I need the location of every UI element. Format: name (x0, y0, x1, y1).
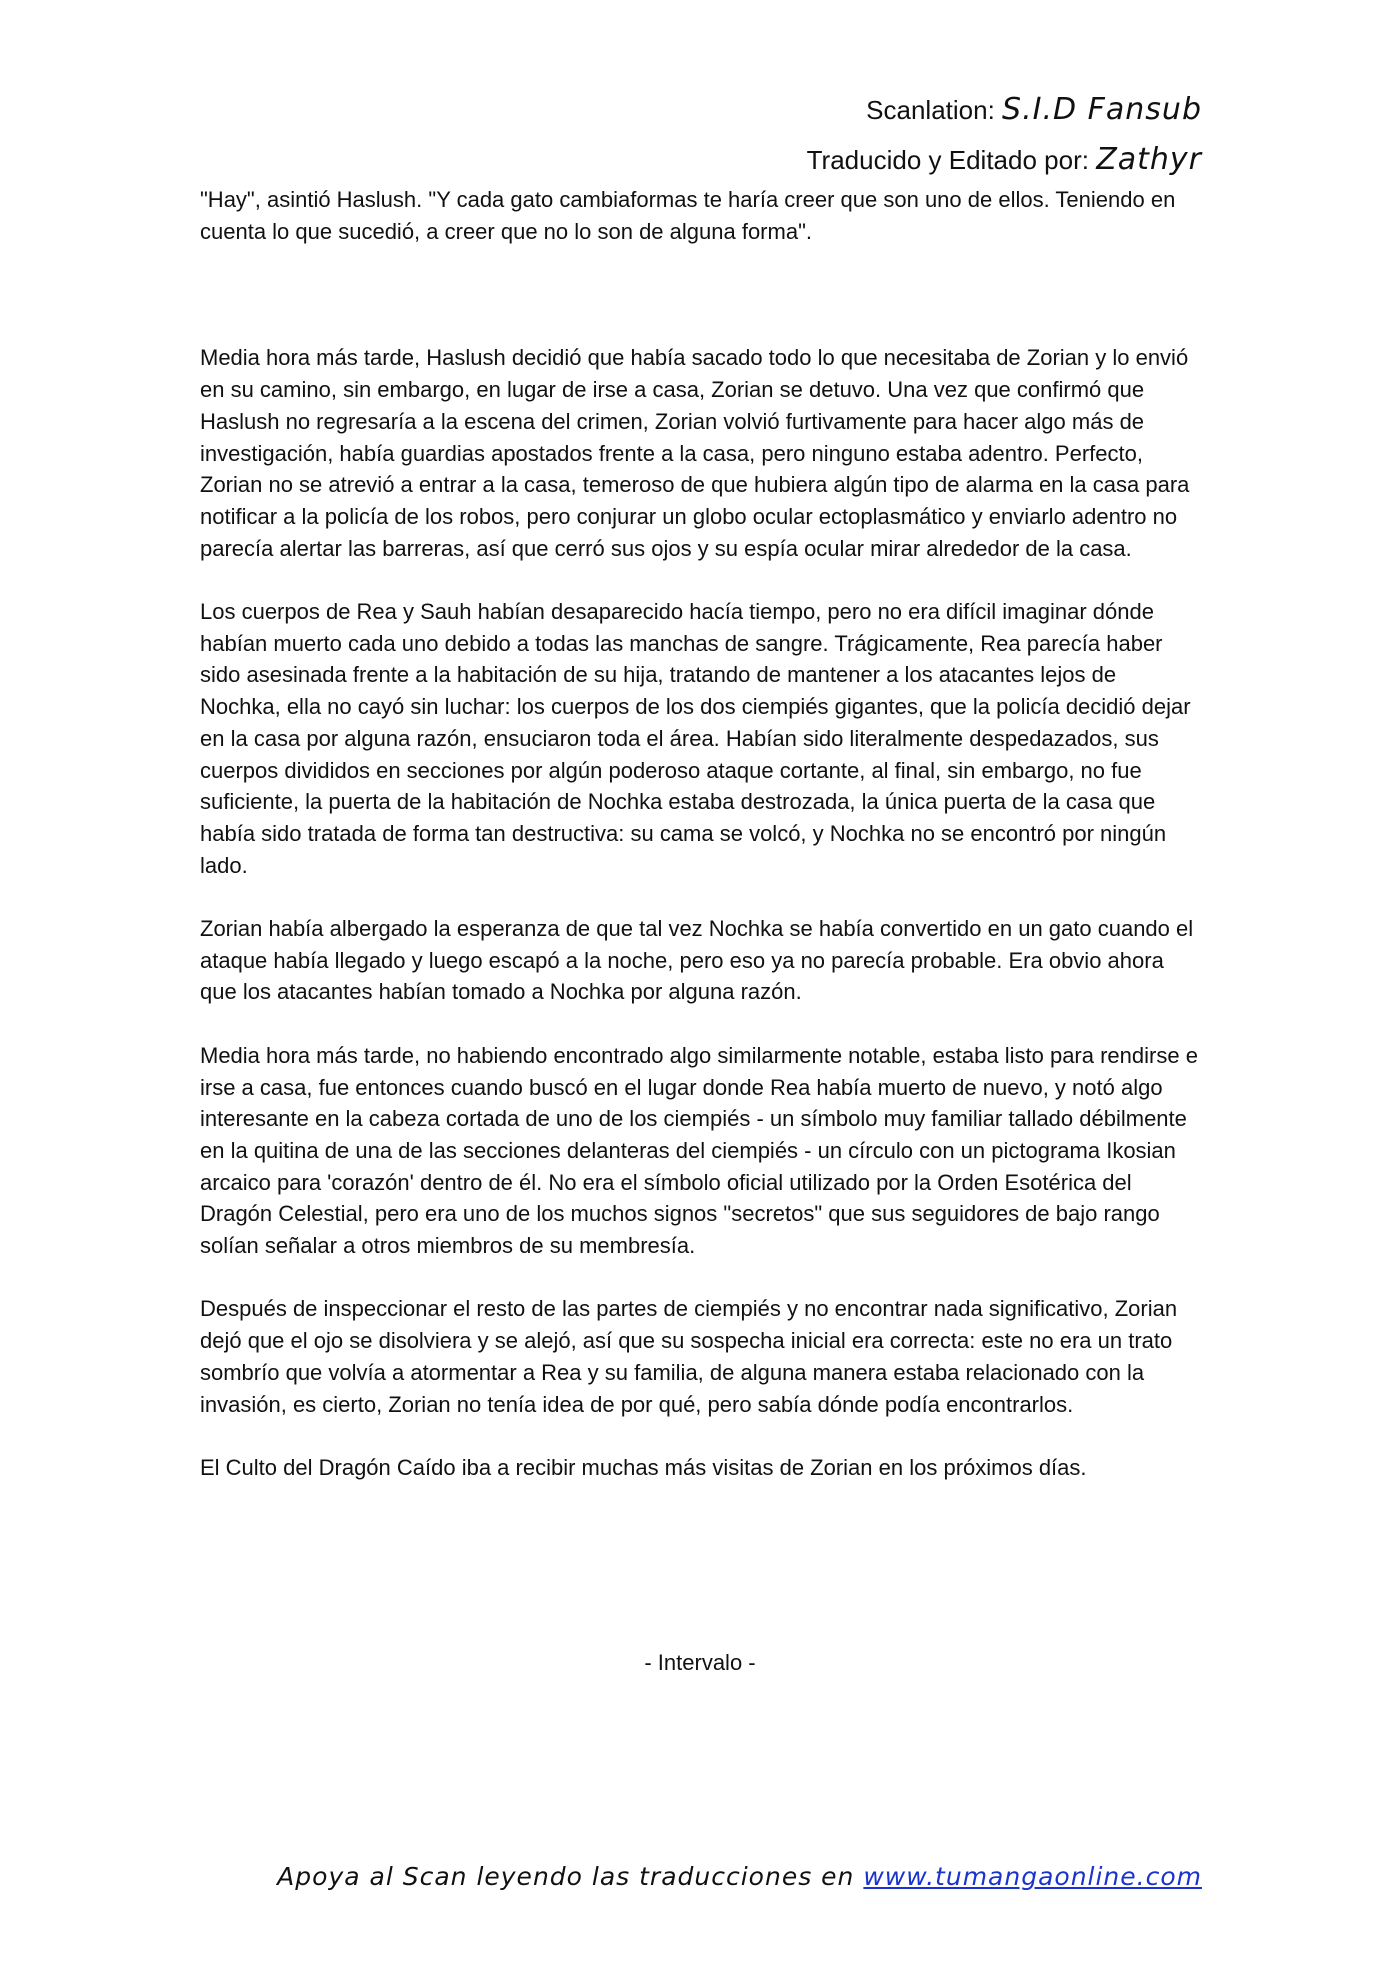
paragraph: El Culto del Dragón Caído iba a recibir muchas más visitas de Zorian en los próximos días. (200, 1454, 1087, 1480)
paragraph: Media hora más tarde, Haslush decidió que había sacado todo lo que necesitaba de Zorian y lo envió en su camino, sin embargo, en lugar de irse a casa, Zorian se detuvo. Una vez que confirmó que Haslush no regresaría a la escena del crimen, Zorian volvió furtivamente para hacer algo más de investigación, había guardias apostados frente a la casa, pero ninguno estaba adentro. Perfecto, Zorian no se atrevió a entrar a la casa, temeroso de que hubiera algún tipo de alarma en la casa para notificar a la policía de los robos, pero conjurar un globo ocular ectoplasmático y enviarlo adentro no parecía alertar las barreras, así que cerró sus ojos y su espía ocular mirar alrededor de la casa. (200, 345, 1190, 561)
interval-separator: - Intervalo - (644, 1650, 756, 1675)
translation-credit (807, 142, 1202, 177)
paragraph: Los cuerpos de Rea y Sauh habían desaparecido hacía tiempo, pero no era difícil imaginar dónde habían muerto cada uno debido a todas las manchas de sangre. Trágicamente, Rea parecía haber sido asesinada frente a la habitación de su hija, tratando de mantener a los atacantes lejos de Nochka, ella no cayó sin luchar: los cuerpos de los dos ciempiés gigantes, que la policía decidió dejar en la casa por alguna razón, ensuciaron toda el área. Habían sido literalmente despedazados, sus cuerpos divididos en secciones por algún poderoso ataque cortante, al final, sin embargo, no fue suficiente, la puerta de la habitación de Nochka estaba destrozada, la única puerta de la casa que había sido tratada de forma tan destructiva: su cama se volcó, y Nochka no se encontró por ningún lado. (200, 599, 1191, 878)
scanlation-credit (866, 92, 1202, 127)
paragraph: Zorian había albergado la esperanza de que tal vez Nochka se había convertido en un gato cuando el ataque había llegado y luego escapó a la noche, pero eso ya no parecía probable. Era obvio ahora que los atacantes habían tomado a Nochka por alguna razón. (200, 916, 1194, 1005)
scanlation-group-name: S.I.D Fansub (1002, 92, 1202, 127)
footer-note (277, 1862, 1202, 1891)
translator-name: Zathyr (1096, 142, 1202, 177)
paragraph: Media hora más tarde, no habiendo encontrado algo similarmente notable, estaba listo para rendirse e irse a casa, fue entonces cuando buscó en el lugar donde Rea había muerto de nuevo, y notó algo interesante en la cabeza cortada de uno de los ciempiés - un símbolo muy familiar tallado débilmente en la quitina de una de las secciones delanteras del ciempiés - un círculo con un pictograma Ikosian arcaico para 'corazón' dentro de él. No era el símbolo oficial utilizado por la Orden Esotérica del Dragón Celestial, pero era uno de los muchos signos "secretos" que sus seguidores de bajo rango solían señalar a otros miembros de su membresía. (200, 1042, 1198, 1259)
footer-text: Apoya al Scan leyendo las traducciones en (277, 1862, 855, 1891)
footer-link[interactable]: www.tumangaonline.com (863, 1862, 1202, 1891)
scanlation-label: Scanlation: (866, 95, 995, 125)
paragraph: "Hay", asintió Haslush. "Y cada gato cambiaformas te haría creer que son uno de ellos. Teniendo en cuenta lo que sucedió, a creer que no lo son de alguna forma". (200, 187, 1176, 244)
paragraph: Después de inspeccionar el resto de las partes de ciempiés y no encontrar nada significativo, Zorian dejó que el ojo se disolviera y se alejó, así que su sospecha inicial era correcta: este no era un trato sombrío que volvía a atormentar a Rea y su familia, de alguna manera estaba relacionado con la invasión, es cierto, Zorian no tenía idea de por qué, pero sabía dónde podía encontrarlos. (200, 1296, 1178, 1417)
chapter-body (200, 184, 1200, 1515)
translation-label: Traducido y Editado por: (806, 145, 1089, 175)
